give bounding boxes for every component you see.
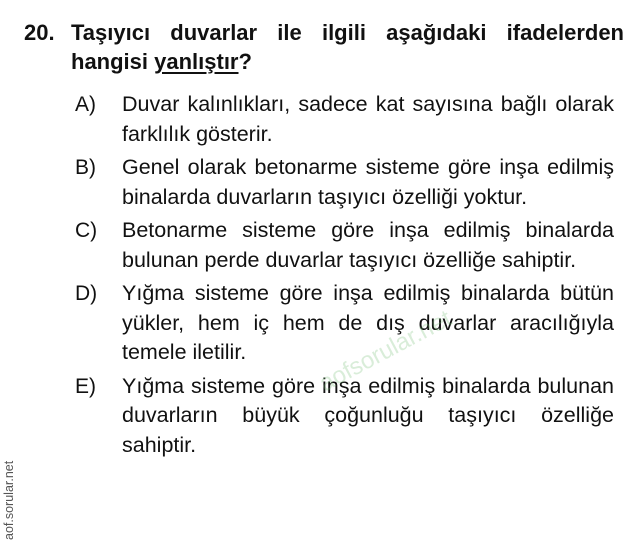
question-stem — [24, 18, 624, 76]
question-number: 20. — [24, 20, 55, 45]
option-letter: A) — [75, 93, 96, 116]
option-text: Yığma sisteme göre inşa edilmiş binalarda bütün yükler, hem iç hem de dış duvarlar aracılığıyla temele iletilir. — [122, 281, 614, 364]
option-a[interactable] — [24, 90, 624, 149]
watermark-side: aof.sorular.net — [2, 460, 16, 540]
option-letter: B) — [75, 156, 96, 179]
question-text-main: Taşıyıcı duvarlar ile ilgili aşağıdaki ifadelerden hangisi — [71, 20, 624, 74]
option-text: Genel olarak betonarme sisteme göre inşa edilmiş binalarda duvarların taşıyıcı özelliği yoktur. — [122, 155, 614, 209]
question-mark: ? — [238, 49, 252, 74]
option-letter: D) — [75, 282, 98, 305]
answer-options — [24, 90, 624, 460]
option-b[interactable] — [24, 153, 624, 212]
option-text: Duvar kalınlıkları, sadece kat sayısına bağlı olarak farklılık gösterir. — [122, 92, 614, 146]
watermark-diagonal: aofsorular.net — [314, 304, 456, 398]
option-e[interactable] — [24, 372, 624, 461]
option-c[interactable] — [24, 216, 624, 275]
option-letter: C) — [75, 219, 98, 242]
question-emphasis: yanlıştır — [154, 49, 239, 74]
question-text — [71, 18, 624, 76]
option-d[interactable] — [24, 279, 624, 368]
question-block — [24, 18, 624, 464]
option-letter: E) — [75, 374, 96, 398]
option-text: Betonarme sisteme göre inşa edilmiş binalarda bulunan perde duvarlar taşıyıcı özelliğe sahiptir. — [122, 218, 614, 272]
option-text: Yığma sisteme göre inşa edilmiş binalarda bulunan duvarların büyük çoğunluğu taşıyıcı özelliğe sahiptir. — [122, 373, 614, 457]
